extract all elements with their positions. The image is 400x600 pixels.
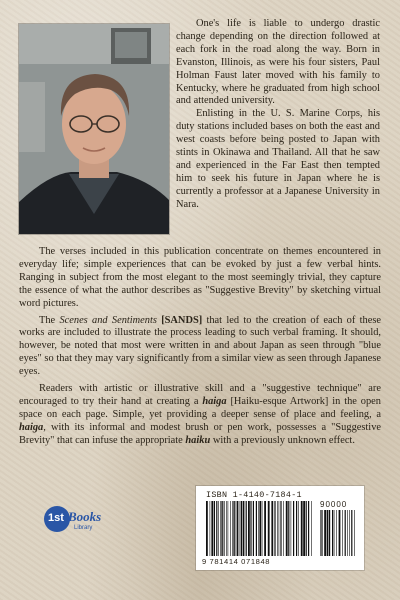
barcode-bar <box>230 501 231 556</box>
barcode-bar <box>308 501 309 556</box>
barcode-bar <box>268 501 270 556</box>
addon-barcode-bars <box>320 510 356 556</box>
description-paragraph-2-rest: that led to the creation of each of these works are included to illustrate the process leading to such verbal framing. It should, however, be noted that most were written in and about Japan as seen through "blue eyes" so that they may vary significantly from a similar view as seen through Japanese eyes. <box>19 314 381 378</box>
barcode-bar <box>237 501 239 556</box>
barcode-bar <box>320 510 321 556</box>
description-paragraph-3-part-d: with a previously unknown effect. <box>210 434 355 446</box>
barcode-bar <box>258 501 259 556</box>
barcode-bar <box>277 501 278 556</box>
barcode-bar <box>311 501 312 556</box>
barcode-bar <box>347 510 348 556</box>
barcode-bar <box>351 510 352 556</box>
description-paragraph-3-part-a: Readers with artistic or illustrative skill and a "suggestive technique" are encouraged to try their hand at creating a <box>19 383 381 407</box>
barcode-bar <box>218 501 219 556</box>
barcode-bar <box>226 501 227 556</box>
barcode-bar <box>232 501 233 556</box>
barcode-bar <box>286 501 288 556</box>
barcode-bar <box>303 501 305 556</box>
barcode-bar <box>334 510 335 556</box>
sands-acronym: [SANDS] <box>156 314 203 326</box>
ean-number: 9 781414 071848 <box>202 557 271 566</box>
description-paragraph-3-part-c: , with its informal and modest brush or pen work, possesses a "Suggestive Brevity" that can infuse the appropriate <box>19 421 381 446</box>
barcode-bar <box>279 501 280 556</box>
ean-barcode-bars <box>206 501 314 556</box>
barcode-bar <box>211 501 213 556</box>
publisher-logo-number: 1st <box>48 512 64 524</box>
barcode-bar <box>216 501 217 556</box>
bio-paragraph-1: One's life is liable to undergo drastic change depending on the direction followed at each fork in the road along the way. Born in Evanston, Illinois, as were his four sisters, Paul Holman Faust later moved with his family to Kentucky, where he graduated from high school and attended university. <box>176 18 380 107</box>
barcode-bar <box>288 501 289 556</box>
barcode-bar <box>264 501 266 556</box>
barcode-bar <box>339 510 341 556</box>
book-title-italic: Scenes and Sentiments <box>59 314 157 326</box>
haiga-term-2: haiga <box>19 421 44 433</box>
barcode-bar <box>291 501 292 556</box>
description-paragraph-2 <box>19 315 381 380</box>
barcode-bar <box>336 510 337 556</box>
barcode-bar <box>301 501 303 556</box>
barcode-bar <box>322 510 323 556</box>
barcode-bar <box>250 501 251 556</box>
publisher-logo-name: Books <box>68 509 102 524</box>
barcode-bar <box>354 510 355 556</box>
author-bio <box>176 18 380 212</box>
barcode-bar <box>324 510 326 556</box>
barcode-bar <box>298 501 299 556</box>
description-paragraph-2-lead: The <box>39 314 60 326</box>
description-paragraph-3 <box>19 383 381 448</box>
barcode-bar <box>280 501 281 556</box>
barcode-bar <box>214 501 215 556</box>
barcode-bar <box>262 501 263 556</box>
barcode-bar <box>332 510 333 556</box>
barcode-bar <box>329 510 330 556</box>
barcode-bar <box>240 501 241 556</box>
description-paragraph-1: The verses included in this publication concentrate on themes encountered in everyday life; simple experiences that can be evoked by just a few verbal hints. Ranging in subject from the most elegant to the most seemingly trivial, they capture the essence of what the author describes as "Suggestive Brevity" by sketching virtual word pictures. <box>19 246 381 309</box>
price-addon-number: 90000 <box>320 500 348 509</box>
barcode-bar <box>241 501 242 556</box>
barcode-bar <box>248 501 250 556</box>
barcode-bar <box>296 501 297 556</box>
book-description <box>19 246 381 448</box>
isbn-number: ISBN 1-4140-7184-1 <box>206 490 302 500</box>
isbn-barcode <box>196 486 364 570</box>
haiku-term: haiku <box>185 434 211 446</box>
barcode-bar <box>222 501 223 556</box>
barcode-bar <box>283 501 284 556</box>
barcode-bar <box>243 501 245 556</box>
barcode-bar <box>327 510 329 556</box>
barcode-bar <box>224 501 225 556</box>
barcode-bar <box>256 501 257 556</box>
barcode-bar <box>206 501 208 556</box>
author-portrait-image <box>19 24 169 234</box>
bio-paragraph-2: Enlisting in the U. S. Marine Corps, his duty stations included bases on both the east and west coasts before being posted to Japan with stints in Okinawa and Thailand. All that he saw and experienced in the Far East then tempted him to seek his future in Japan where he is currently a professor at a Japanese University in Nara. <box>176 108 380 210</box>
barcode-bar <box>253 501 254 556</box>
barcode-bar <box>220 501 221 556</box>
author-photo <box>19 24 169 234</box>
description-paragraph-3-part-b: [Haiku-esque Artwork] in the open space on each page. Simple, yet providing a deeper sense of place and feeling, a <box>19 395 381 420</box>
barcode-bar <box>259 501 261 556</box>
barcode-bar <box>342 510 343 556</box>
barcode-bar <box>321 510 322 556</box>
barcode-bar <box>234 501 235 556</box>
publisher-logo <box>44 500 104 540</box>
barcode-bar <box>271 501 273 556</box>
barcode-bar <box>349 510 350 556</box>
barcode-bar <box>306 501 307 556</box>
barcode-bar <box>228 501 229 556</box>
publisher-logo-sub: Library <box>74 525 93 531</box>
barcode-bar <box>210 501 211 556</box>
barcode-bar <box>274 501 275 556</box>
barcode-bar <box>293 501 294 556</box>
barcode-bar <box>246 501 247 556</box>
haiga-term-1: haiga <box>202 395 227 407</box>
barcode-bar <box>345 510 346 556</box>
